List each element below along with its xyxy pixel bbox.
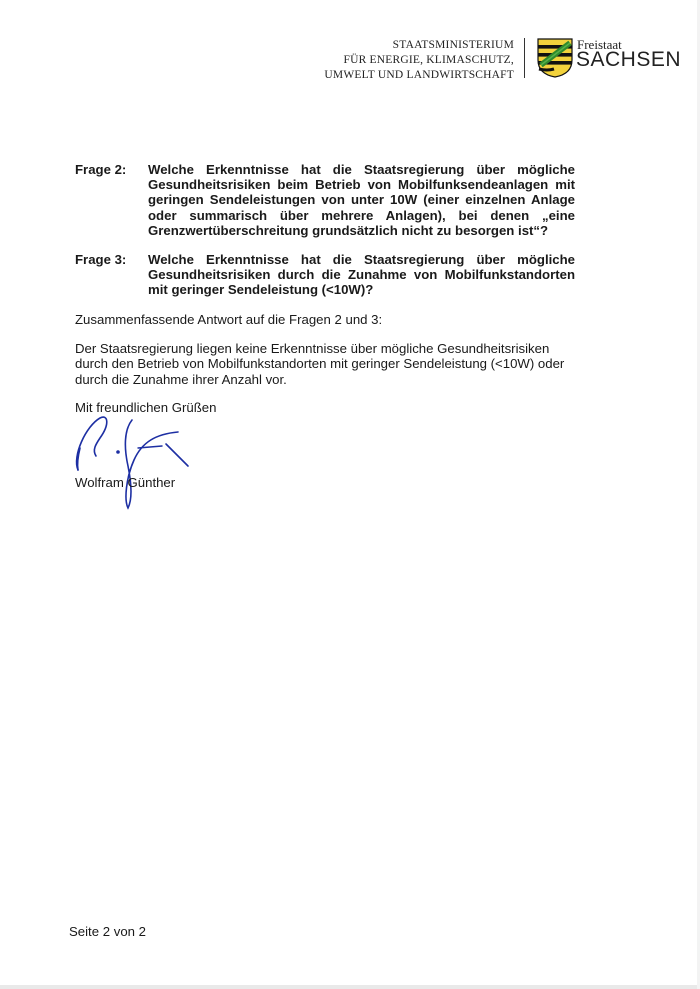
question-2 (75, 162, 575, 242)
ministry-line: FÜR ENERGIE, KLIMASCHUTZ, (343, 54, 514, 66)
answer-paragraph: Der Staatsregierung liegen keine Erkenntnisse über mögliche Gesundheitsrisiken durch den Betrieb von Mobilfunkstandorten mit geringer Sendeleistung (<10W) oder durch die Zunahme ihrer Anzahl vor. (75, 341, 565, 387)
question-label: Frage 2: (75, 162, 127, 177)
question-text: Welche Erkenntnisse hat die Staatsregierung über mögliche Gesundheitsrisiken durch die Zunahme von Mobilfunkstandorten mit geringer Sendeleistung (<10W)? (148, 252, 575, 298)
state-name: SACHSEN (576, 48, 682, 71)
page-number: Seite 2 von 2 (69, 924, 146, 939)
handwritten-signature (66, 408, 201, 513)
ministry-name (254, 38, 514, 83)
ministry-line: UMWELT UND LANDWIRTSCHAFT (324, 69, 514, 81)
page-bottom-edge (0, 985, 700, 989)
saxony-coat-of-arms-icon (537, 38, 573, 78)
signer-name: Wolfram Günther (75, 475, 176, 490)
question-label: Frage 3: (75, 252, 127, 267)
header-divider (524, 38, 525, 78)
summary-heading: Zusammenfassende Antwort auf die Fragen 2 und 3: (75, 312, 383, 327)
state-small-label: Freistaat (577, 37, 622, 52)
question-3 (75, 252, 575, 302)
closing-greeting: Mit freundlichen Grüßen (75, 400, 217, 415)
ministry-line: STAATSMINISTERIUM (392, 39, 514, 51)
question-text: Welche Erkenntnisse hat die Staatsregierung über mögliche Gesundheitsrisiken beim Betrieb von Mobilfunksendeanlagen mit geringen Sendeleistungen von unter 10W (einer einzelnen Anlage oder summarisch über mehrere Anlagen), bei denen „eine Grenzwertüberschreitung grundsätzlich nicht zu besorgen ist“? (148, 162, 575, 238)
